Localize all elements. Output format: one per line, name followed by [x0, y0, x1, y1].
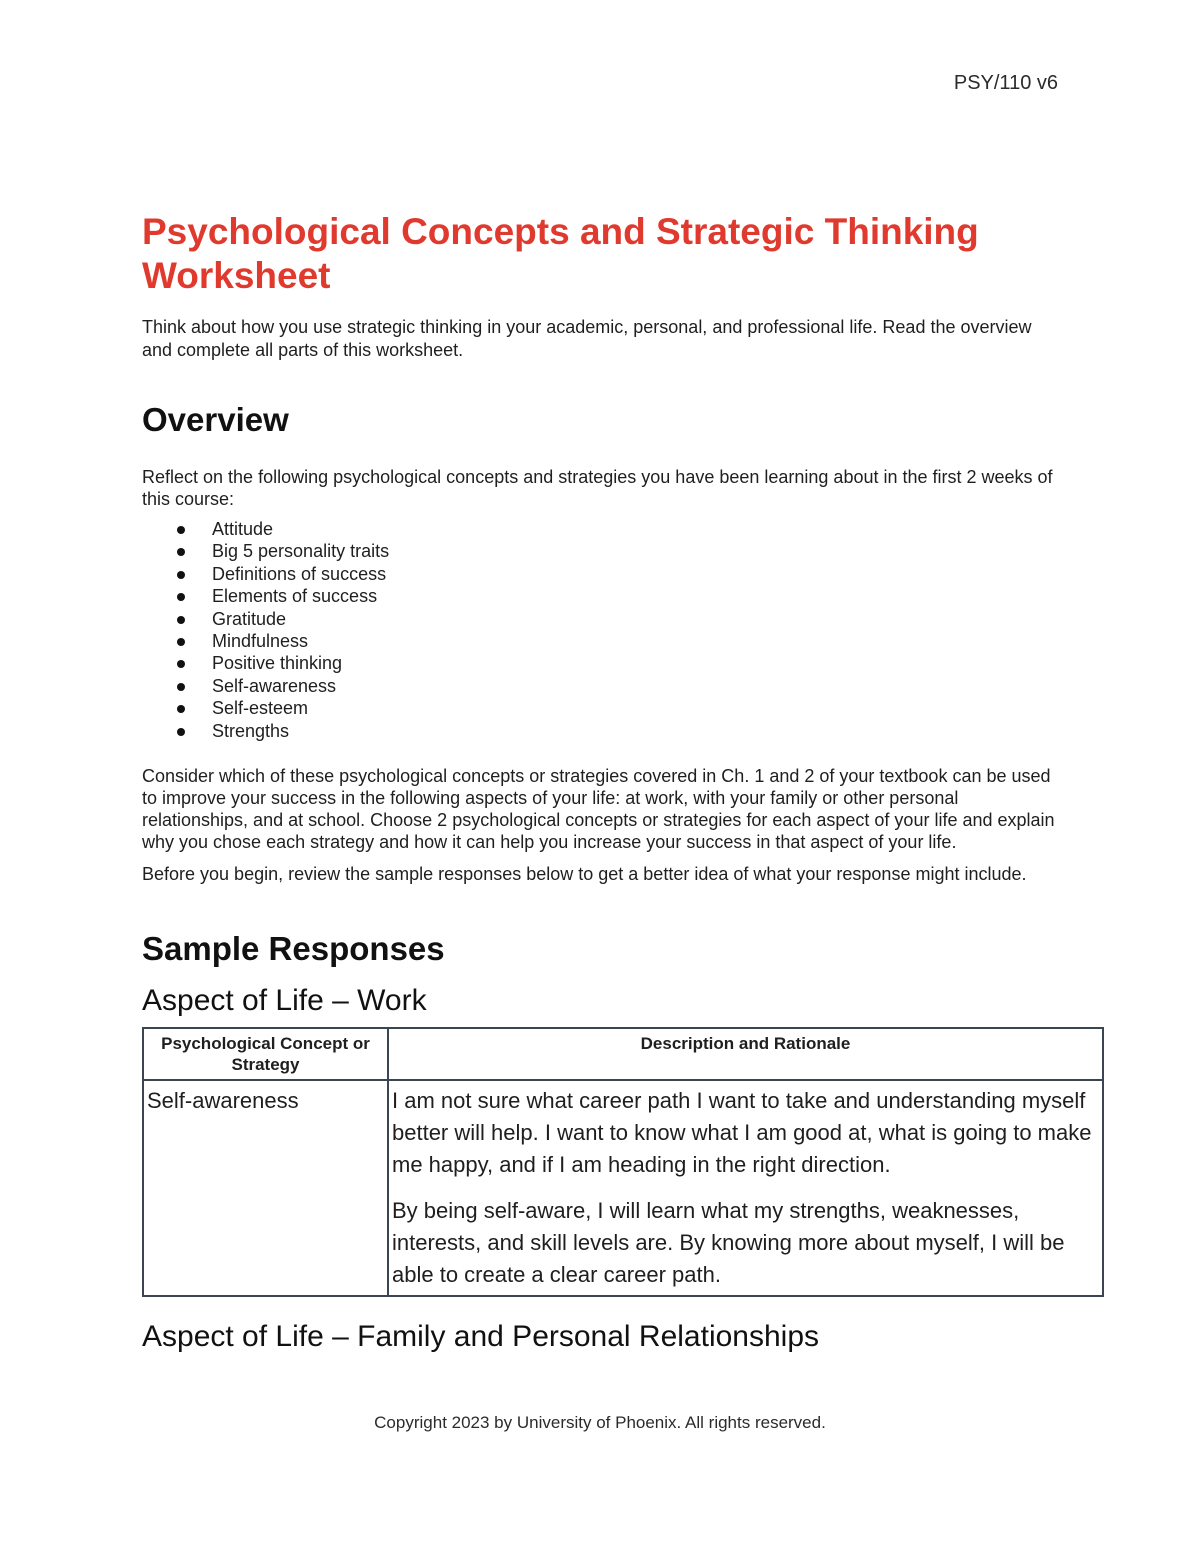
rationale-paragraph-2: By being self-aware, I will learn what my strengths, weaknesses, interests, and skill levels are. By knowing more about myself, I will be able to create a clear career path.	[392, 1198, 1065, 1288]
bullet-icon	[177, 593, 185, 601]
course-code: PSY/110 v6	[953, 72, 1058, 94]
rationale-cell	[388, 1080, 1103, 1296]
overview-heading: Overview	[142, 401, 289, 438]
list-item: Elements of success	[142, 585, 1062, 607]
document-title: Psychological Concepts and Strategic Thinking Worksheet	[142, 211, 979, 296]
column-header-concept: Psychological Concept or Strategy	[143, 1028, 388, 1080]
intro-paragraph: Think about how you use strategic thinking in your academic, personal, and professional life. Read the overview and complete all parts of this worksheet.	[142, 317, 1032, 360]
bullet-icon	[177, 548, 185, 556]
bullet-icon	[177, 683, 185, 691]
copyright-footer: Copyright 2023 by University of Phoenix. All rights reserved.	[374, 1413, 826, 1432]
document-body	[142, 210, 1092, 1363]
list-item: Definitions of success	[142, 563, 1062, 585]
table-header-row	[143, 1028, 1103, 1080]
list-item: Attitude	[142, 518, 1062, 540]
bullet-icon	[177, 616, 185, 624]
column-header-rationale: Description and Rationale	[388, 1028, 1103, 1080]
list-item: Gratitude	[142, 608, 1062, 630]
bullet-icon	[177, 526, 185, 534]
list-item: Positive thinking	[142, 652, 1062, 674]
list-item: Self-awareness	[142, 675, 1062, 697]
bullet-icon	[177, 705, 185, 713]
list-item: Big 5 personality traits	[142, 540, 1062, 562]
overview-paragraph-2: Before you begin, review the sample responses below to get a better idea of what your response might include.	[142, 864, 1027, 885]
concept-list	[142, 518, 1062, 742]
sample-responses-heading: Sample Responses	[142, 930, 445, 968]
bullet-icon	[177, 660, 185, 668]
list-item: Self-esteem	[142, 697, 1062, 719]
overview-paragraph-1: Consider which of these psychological concepts or strategies covered in Ch. 1 and 2 of your textbook can be used to improve your success in the following aspects of your life: at work, with your family or other personal relationships, and at school. Choose 2 psychological concepts or strategies for each aspect of your life and explain why you chose each strategy and how it can help you increase your success in that aspect of your life.	[142, 766, 1055, 853]
rationale-paragraph-1: I am not sure what career path I want to take and understanding myself better will help. I want to know what I am good at, what is going to make me happy, and if I am heading in the right direction.	[392, 1088, 1092, 1178]
aspect-work-heading: Aspect of Life – Work	[142, 984, 427, 1018]
concept-cell: Self-awareness	[143, 1080, 388, 1296]
list-item: Strengths	[142, 720, 1062, 742]
aspect-family-heading: Aspect of Life – Family and Personal Relationships	[142, 1320, 820, 1354]
bullet-icon	[177, 571, 185, 579]
bullet-icon	[177, 728, 185, 736]
bullet-icon	[177, 638, 185, 646]
work-sample-table	[142, 1027, 1104, 1297]
list-item: Mindfulness	[142, 630, 1062, 652]
table-row	[143, 1080, 1103, 1296]
overview-lead: Reflect on the following psychological concepts and strategies you have been learning about in the first 2 weeks of this course:	[142, 467, 1053, 509]
